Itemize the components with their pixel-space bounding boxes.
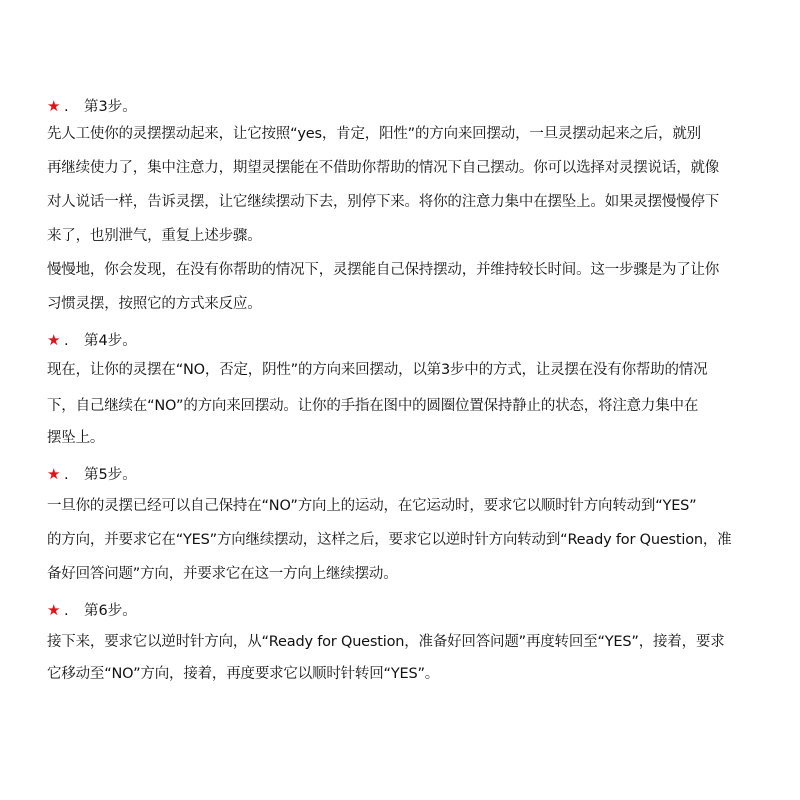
- step-3-title: 第3步。: [84, 99, 137, 115]
- step-6-title: 第6步。: [84, 603, 137, 619]
- step-3-line-4: 来了，也别泄气，重复上述步骤。: [47, 228, 262, 244]
- step-4-line-3: 摆坠上。: [47, 430, 105, 446]
- step-3-heading: ★ . 第3步。: [47, 97, 137, 115]
- step-5-line-1: 一旦你的灵摆已经可以自己保持在“NO”方向上的运动，在它运动时，要求它以顺时针方向转动到“YES”: [47, 498, 697, 514]
- step-6-heading: ★ . 第6步。: [47, 601, 137, 619]
- step-4-title: 第4步。: [84, 333, 137, 349]
- step-6-line-1: 接下来，要求它以逆时针方向，从“Ready for Question，准备好回答问题”再度转回至“YES”，接着，要求: [47, 634, 725, 650]
- step-5-line-3: 备好回答问题”方向，并要求它在这一方向上继续摆动。: [47, 566, 398, 582]
- star-icon: ★: [47, 97, 61, 115]
- step-3-line-2: 再继续使力了，集中注意力，期望灵摆能在不借助你帮助的情况下自己摆动。你可以选择对灵摆说话，就像: [47, 160, 720, 176]
- step-3-line-5: 慢慢地，你会发现，在没有你帮助的情况下，灵摆能自己保持摆动，并维持较长时间。这一步骤是为了让你: [47, 262, 720, 278]
- step-4-line-1: 现在，让你的灵摆在“NO，否定，阴性”的方向来回摆动，以第3步中的方式，让灵摆在没有你帮助的情况: [47, 362, 708, 378]
- step-6-line-2: 它移动至“NO”方向，接着，再度要求它以顺时针转回“YES”。: [47, 666, 440, 682]
- star-icon: ★: [47, 601, 61, 619]
- star-icon: ★: [47, 331, 61, 349]
- step-5-line-2: 的方向，并要求它在“YES”方向继续摆动，这样之后，要求它以逆时针方向转动到“Ready for Question，准: [47, 532, 732, 548]
- step-4-heading: ★ . 第4步。: [47, 331, 137, 349]
- step-5-title: 第5步。: [84, 467, 137, 483]
- step-5-heading: ★ . 第5步。: [47, 465, 137, 483]
- star-icon: ★: [47, 465, 61, 483]
- step-3-line-3: 对人说话一样，告诉灵摆，让它继续摆动下去，别停下来。将你的注意力集中在摆坠上。如果灵摆慢慢停下: [47, 194, 720, 210]
- step-3-line-6: 习惯灵摆，按照它的方式来反应。: [47, 296, 262, 312]
- step-3-line-1: 先人工使你的灵摆摆动起来，让它按照“yes，肯定，阳性”的方向来回摆动，一旦灵摆动起来之后，就别: [47, 126, 701, 142]
- step-4-line-2: 下，自己继续在“NO”的方向来回摆动。让你的手指在图中的圆圈位置保持静止的状态，将注意力集中在: [47, 398, 699, 414]
